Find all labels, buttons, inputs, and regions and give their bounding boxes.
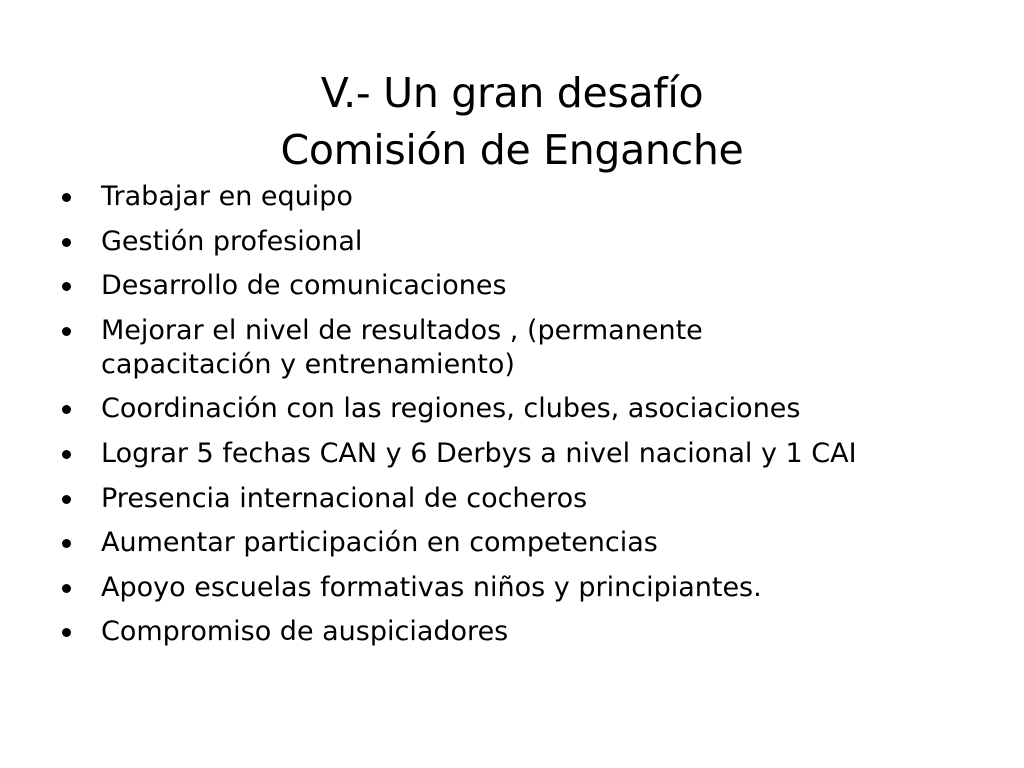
bullet-item bbox=[60, 437, 990, 471]
bullet-icon bbox=[62, 539, 71, 548]
bullet-item bbox=[60, 392, 990, 426]
bullet-icon bbox=[62, 628, 71, 637]
bullet-icon bbox=[62, 327, 71, 336]
bullet-icon bbox=[62, 238, 71, 247]
bullet-item bbox=[60, 482, 990, 516]
bullet-item bbox=[60, 225, 990, 259]
bullet-icon bbox=[62, 282, 71, 291]
bullet-icon bbox=[62, 450, 71, 459]
bullet-text: Presencia internacional de cocheros bbox=[101, 482, 588, 514]
bullet-icon bbox=[62, 495, 71, 504]
bullet-text: Apoyo escuelas formativas niños y principiantes. bbox=[101, 571, 762, 603]
bullet-text: Mejorar el nivel de resultados , (permanente capacitación y entrenamiento) bbox=[101, 314, 703, 380]
bullet-text: Trabajar en equipo bbox=[101, 181, 353, 212]
slide-title bbox=[0, 65, 1024, 179]
bullet-icon bbox=[62, 584, 71, 593]
bullet-text: Lograr 5 fechas CAN y 6 Derbys a nivel nacional y 1 CAI bbox=[101, 437, 857, 469]
bullet-icon bbox=[62, 193, 71, 202]
bullet-list bbox=[60, 180, 990, 660]
bullet-text: Gestión profesional bbox=[101, 225, 363, 257]
bullet-item bbox=[60, 269, 990, 303]
bullet-item bbox=[60, 571, 990, 605]
bullet-text: Desarrollo de comunicaciones bbox=[101, 270, 507, 302]
title-line-2: Comisión de Enganche bbox=[280, 126, 744, 175]
bullet-item bbox=[60, 615, 990, 649]
bullet-item bbox=[60, 314, 831, 382]
title-line-1: V.- Un gran desafío bbox=[320, 69, 704, 118]
bullet-text: Coordinación con las regiones, clubes, asociaciones bbox=[101, 393, 801, 425]
bullet-item bbox=[60, 526, 990, 560]
bullet-item bbox=[60, 180, 990, 214]
bullet-icon bbox=[62, 405, 71, 414]
bullet-text: Aumentar participación en competencias bbox=[101, 527, 658, 559]
bullet-text: Compromiso de auspiciadores bbox=[101, 616, 509, 648]
